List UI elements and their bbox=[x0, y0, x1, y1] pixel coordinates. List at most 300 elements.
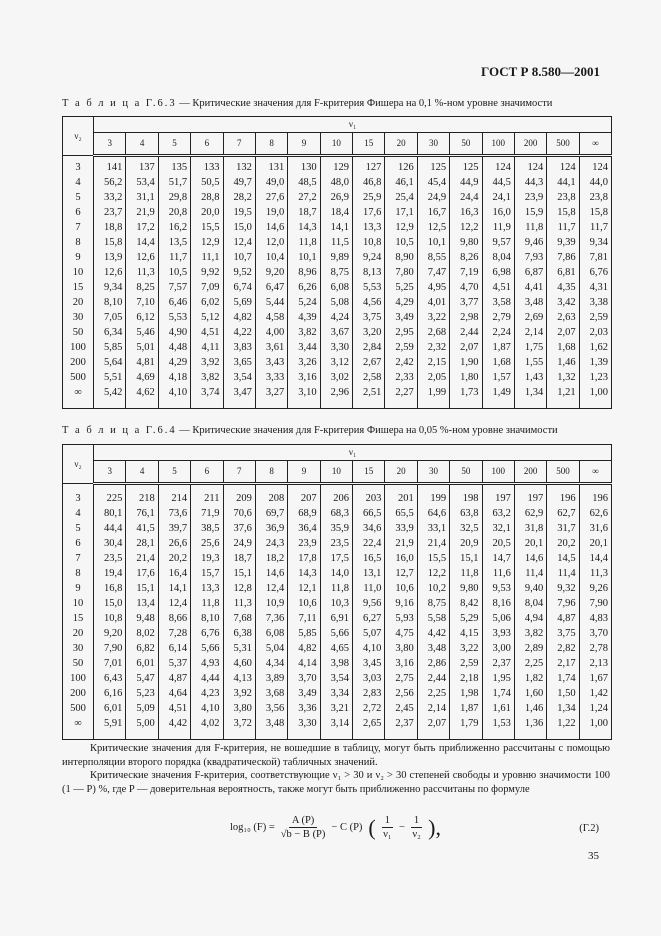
table-row bbox=[63, 280, 612, 295]
table-cell: 125 bbox=[417, 156, 449, 176]
table-cell: 6,43 bbox=[94, 671, 126, 686]
table-cell: 53,4 bbox=[126, 175, 158, 190]
table-cell: 124 bbox=[514, 156, 546, 176]
table-cell: 4,51 bbox=[191, 325, 223, 340]
table-cell: 6,98 bbox=[482, 265, 514, 280]
table-cell: 5,23 bbox=[126, 686, 158, 701]
table-cell: 211 bbox=[191, 484, 223, 507]
table-cell: 2,78 bbox=[579, 641, 611, 656]
table-cell: 16,4 bbox=[158, 566, 190, 581]
table-cell: 4,87 bbox=[158, 671, 190, 686]
table-cell: 2,07 bbox=[547, 325, 579, 340]
table-cell: 11,8 bbox=[320, 581, 352, 596]
table-cell: 2,14 bbox=[417, 701, 449, 716]
formula-fraction-1 bbox=[382, 814, 393, 841]
table-row bbox=[63, 536, 612, 551]
column-number-row bbox=[63, 133, 612, 156]
table-cell: 4,82 bbox=[223, 310, 255, 325]
table-cell: 2,03 bbox=[579, 325, 611, 340]
column-header: 20 bbox=[385, 461, 417, 484]
table1-caption bbox=[62, 97, 552, 110]
row-label: 50 bbox=[63, 656, 94, 671]
table-cell: 2,07 bbox=[417, 716, 449, 740]
table-cell: 21,4 bbox=[417, 536, 449, 551]
table-cell: 36,4 bbox=[288, 521, 320, 536]
table-cell: 6,26 bbox=[288, 280, 320, 295]
table-row bbox=[63, 220, 612, 235]
table-cell: 6,01 bbox=[94, 701, 126, 716]
table-cell: 13,1 bbox=[353, 566, 385, 581]
table-cell: 1,80 bbox=[450, 370, 482, 385]
table-cell: 15,0 bbox=[94, 596, 126, 611]
table-cell: 63,2 bbox=[482, 506, 514, 521]
table-cell: 4,01 bbox=[417, 295, 449, 310]
table-cell: 3,33 bbox=[255, 370, 287, 385]
table-row bbox=[63, 265, 612, 280]
row-label: 20 bbox=[63, 295, 94, 310]
table-cell: 3,93 bbox=[482, 626, 514, 641]
table-row bbox=[63, 205, 612, 220]
row-label: 500 bbox=[63, 370, 94, 385]
table-row bbox=[63, 235, 612, 250]
table-cell: 6,16 bbox=[94, 686, 126, 701]
table-cell: 4,56 bbox=[353, 295, 385, 310]
table-cell: 3,92 bbox=[223, 686, 255, 701]
table-cell: 44,3 bbox=[514, 175, 546, 190]
table-cell: 206 bbox=[320, 484, 352, 507]
table-row bbox=[63, 611, 612, 626]
row-label: 9 bbox=[63, 581, 94, 596]
table-cell: 5,93 bbox=[385, 611, 417, 626]
table-cell: 9,39 bbox=[547, 235, 579, 250]
table-cell: 6,82 bbox=[126, 641, 158, 656]
table-cell: 24,4 bbox=[450, 190, 482, 205]
table-cell: 2,45 bbox=[385, 701, 417, 716]
table-cell: 3,43 bbox=[255, 355, 287, 370]
table-cell: 3,48 bbox=[255, 716, 287, 740]
table-cell: 9,52 bbox=[223, 265, 255, 280]
column-header: 10 bbox=[320, 461, 352, 484]
table-cell: 5,12 bbox=[191, 310, 223, 325]
table-row bbox=[63, 355, 612, 370]
table-cell: 15,1 bbox=[450, 551, 482, 566]
table-cell: 131 bbox=[255, 156, 287, 176]
table-cell: 5,85 bbox=[94, 340, 126, 355]
table-cell: 20,1 bbox=[579, 536, 611, 551]
table-cell: 16,2 bbox=[158, 220, 190, 235]
table-cell: 5,06 bbox=[482, 611, 514, 626]
table-cell: 196 bbox=[579, 484, 611, 507]
table-cell: 36,9 bbox=[255, 521, 287, 536]
table-cell: 12,2 bbox=[417, 566, 449, 581]
table-cell: 2,58 bbox=[353, 370, 385, 385]
row-label: 500 bbox=[63, 701, 94, 716]
table-cell: 17,6 bbox=[126, 566, 158, 581]
table-cell: 7,28 bbox=[158, 626, 190, 641]
table-cell: 10,8 bbox=[353, 235, 385, 250]
row-label: 30 bbox=[63, 310, 94, 325]
table-cell: 5,66 bbox=[320, 626, 352, 641]
table-cell: 10,3 bbox=[320, 596, 352, 611]
table-cell: 9,48 bbox=[126, 611, 158, 626]
v2-header: ν₂ bbox=[63, 445, 94, 484]
column-number-row bbox=[63, 461, 612, 484]
table-cell: 3,27 bbox=[255, 385, 287, 409]
table-cell: 10,5 bbox=[385, 235, 417, 250]
table-cell: 4,35 bbox=[547, 280, 579, 295]
table-cell: 7,68 bbox=[223, 611, 255, 626]
column-header: 8 bbox=[255, 133, 287, 156]
table-cell: 9,92 bbox=[191, 265, 223, 280]
table-cell: 1,24 bbox=[579, 701, 611, 716]
table-cell: 21,9 bbox=[126, 205, 158, 220]
table-cell: 4,14 bbox=[288, 656, 320, 671]
table-cell: 49,0 bbox=[255, 175, 287, 190]
table-row bbox=[63, 175, 612, 190]
table-cell: 1,00 bbox=[579, 385, 611, 409]
table2 bbox=[62, 444, 612, 740]
table-cell: 2,59 bbox=[579, 310, 611, 325]
paragraph-interpolation: Критические значения для F-критерия, не вошедшие в таблицу, могут быть приближенно рассчитаны с помощью интерполяции второго порядка (квадратической) табличных значений. bbox=[62, 743, 610, 768]
table-cell: 15,1 bbox=[223, 566, 255, 581]
table-cell: 2,98 bbox=[450, 310, 482, 325]
table-cell: 10,4 bbox=[255, 250, 287, 265]
table-cell: 1,36 bbox=[514, 716, 546, 740]
table-cell: 23,8 bbox=[579, 190, 611, 205]
row-label: 5 bbox=[63, 190, 94, 205]
table-cell: 9,26 bbox=[579, 581, 611, 596]
table-cell: 31,1 bbox=[126, 190, 158, 205]
table-cell: 9,34 bbox=[94, 280, 126, 295]
table-cell: 1,95 bbox=[482, 671, 514, 686]
formula-numerator: A (P) bbox=[289, 814, 317, 828]
table-cell: 5,47 bbox=[126, 671, 158, 686]
table-cell: 19,5 bbox=[223, 205, 255, 220]
table-cell: 3,30 bbox=[320, 340, 352, 355]
table-cell: 7,09 bbox=[191, 280, 223, 295]
table-cell: 5,64 bbox=[94, 355, 126, 370]
table-cell: 203 bbox=[353, 484, 385, 507]
row-label: 15 bbox=[63, 611, 94, 626]
table-cell: 7,93 bbox=[514, 250, 546, 265]
equation-number: (Г.2) bbox=[579, 823, 599, 834]
table-cell: 124 bbox=[482, 156, 514, 176]
table-cell: 8,16 bbox=[482, 596, 514, 611]
table-cell: 12,8 bbox=[223, 581, 255, 596]
table-cell: 26,6 bbox=[158, 536, 190, 551]
table-cell: 33,2 bbox=[94, 190, 126, 205]
table-body bbox=[63, 156, 612, 409]
row-label: 200 bbox=[63, 686, 94, 701]
table-cell: 4,75 bbox=[385, 626, 417, 641]
table-cell: 23,7 bbox=[94, 205, 126, 220]
table-cell: 7,47 bbox=[417, 265, 449, 280]
column-header: 7 bbox=[223, 461, 255, 484]
table-row bbox=[63, 551, 612, 566]
table1-caption-text: — Критические значения для F-критерия Фишера на 0,1 %-ном уровне значимости bbox=[176, 98, 553, 109]
table-cell: 21,9 bbox=[385, 536, 417, 551]
table-cell: 3,42 bbox=[547, 295, 579, 310]
table-cell: 2,89 bbox=[514, 641, 546, 656]
formula-c-term: − C (P) bbox=[331, 822, 363, 833]
table-cell: 46,8 bbox=[353, 175, 385, 190]
table-cell: 12,1 bbox=[288, 581, 320, 596]
table-cell: 23,9 bbox=[288, 536, 320, 551]
table-cell: 197 bbox=[514, 484, 546, 507]
table-cell: 11,7 bbox=[547, 220, 579, 235]
row-label: 30 bbox=[63, 641, 94, 656]
table-cell: 3,68 bbox=[255, 686, 287, 701]
table-cell: 2,13 bbox=[579, 656, 611, 671]
table-body bbox=[63, 484, 612, 740]
table-cell: 2,82 bbox=[547, 641, 579, 656]
table-cell: 4,29 bbox=[385, 295, 417, 310]
table-cell: 4,34 bbox=[255, 656, 287, 671]
table-cell: 12,6 bbox=[94, 265, 126, 280]
table-cell: 1,61 bbox=[482, 701, 514, 716]
table-cell: 1,50 bbox=[547, 686, 579, 701]
table-cell: 1,87 bbox=[450, 701, 482, 716]
table-cell: 7,10 bbox=[126, 295, 158, 310]
table-cell: 2,15 bbox=[417, 355, 449, 370]
table-cell: 12,4 bbox=[158, 596, 190, 611]
table-cell: 3,77 bbox=[450, 295, 482, 310]
table-cell: 25,6 bbox=[191, 536, 223, 551]
table-cell: 1,67 bbox=[579, 671, 611, 686]
table-cell: 3,70 bbox=[288, 671, 320, 686]
table-cell: 18,4 bbox=[320, 205, 352, 220]
formula-fraction-2 bbox=[411, 814, 422, 841]
table-cell: 4,44 bbox=[191, 671, 223, 686]
table-cell: 3,75 bbox=[353, 310, 385, 325]
table-cell: 5,04 bbox=[255, 641, 287, 656]
table-cell: 5,69 bbox=[223, 295, 255, 310]
table-cell: 4,64 bbox=[158, 686, 190, 701]
table-cell: 4,39 bbox=[288, 310, 320, 325]
table-cell: 6,74 bbox=[223, 280, 255, 295]
page-number: 35 bbox=[588, 850, 599, 862]
table-cell: 11,3 bbox=[579, 566, 611, 581]
table-cell: 9,80 bbox=[450, 235, 482, 250]
table-cell: 3,75 bbox=[547, 626, 579, 641]
table-row bbox=[63, 581, 612, 596]
table-row bbox=[63, 686, 612, 701]
table-cell: 6,14 bbox=[158, 641, 190, 656]
table-cell: 29,8 bbox=[158, 190, 190, 205]
table-cell: 2,84 bbox=[353, 340, 385, 355]
table-cell: 9,53 bbox=[482, 581, 514, 596]
table-cell: 4,51 bbox=[482, 280, 514, 295]
table-cell: 1,39 bbox=[579, 355, 611, 370]
column-header: 4 bbox=[126, 461, 158, 484]
table-cell: 6,08 bbox=[320, 280, 352, 295]
table-cell: 3,48 bbox=[514, 295, 546, 310]
formula-f1-num: 1 bbox=[382, 814, 393, 828]
column-header: 500 bbox=[547, 461, 579, 484]
table-cell: 15,7 bbox=[191, 566, 223, 581]
table-cell: 2,27 bbox=[385, 385, 417, 409]
table-cell: 10,1 bbox=[417, 235, 449, 250]
table-cell: 23,8 bbox=[547, 190, 579, 205]
table-cell: 3,22 bbox=[417, 310, 449, 325]
table-cell: 45,4 bbox=[417, 175, 449, 190]
table-cell: 5,91 bbox=[94, 716, 126, 740]
table-cell: 135 bbox=[158, 156, 190, 176]
table-cell: 4,48 bbox=[158, 340, 190, 355]
table-cell: 8,10 bbox=[94, 295, 126, 310]
column-header: 6 bbox=[191, 461, 223, 484]
table-cell: 8,04 bbox=[514, 596, 546, 611]
table-cell: 15,8 bbox=[547, 205, 579, 220]
table-cell: 11,8 bbox=[514, 220, 546, 235]
table-cell: 5,00 bbox=[126, 716, 158, 740]
table-cell: 198 bbox=[450, 484, 482, 507]
table-cell: 66,5 bbox=[353, 506, 385, 521]
table-cell: 5,31 bbox=[223, 641, 255, 656]
table-cell: 7,90 bbox=[94, 641, 126, 656]
table-cell: 32,1 bbox=[482, 521, 514, 536]
table-cell: 1,99 bbox=[417, 385, 449, 409]
formula-minus: − bbox=[399, 822, 405, 833]
row-label: 50 bbox=[63, 325, 94, 340]
column-header: 9 bbox=[288, 461, 320, 484]
table-cell: 62,9 bbox=[514, 506, 546, 521]
table-cell: 2,95 bbox=[385, 325, 417, 340]
table-cell: 6,87 bbox=[514, 265, 546, 280]
table-cell: 7,90 bbox=[579, 596, 611, 611]
header-row bbox=[63, 445, 612, 461]
table-cell: 3,49 bbox=[385, 310, 417, 325]
table-cell: 3,22 bbox=[450, 641, 482, 656]
table-cell: 15,1 bbox=[126, 581, 158, 596]
table-cell: 1,98 bbox=[450, 686, 482, 701]
table-cell: 2,65 bbox=[353, 716, 385, 740]
table-cell: 7,96 bbox=[547, 596, 579, 611]
table-cell: 1,74 bbox=[482, 686, 514, 701]
table-cell: 4,41 bbox=[514, 280, 546, 295]
table-cell: 2,69 bbox=[514, 310, 546, 325]
column-header: 20 bbox=[385, 133, 417, 156]
column-header: 5 bbox=[158, 461, 190, 484]
text-body bbox=[62, 742, 610, 796]
table-cell: 1,46 bbox=[514, 701, 546, 716]
table-cell: 17,6 bbox=[353, 205, 385, 220]
table-cell: 63,8 bbox=[450, 506, 482, 521]
table-cell: 13,4 bbox=[126, 596, 158, 611]
table-cell: 4,95 bbox=[417, 280, 449, 295]
table-cell: 9,57 bbox=[482, 235, 514, 250]
table-cell: 34,6 bbox=[353, 521, 385, 536]
table-cell: 4,24 bbox=[320, 310, 352, 325]
row-label: 6 bbox=[63, 205, 94, 220]
table-cell: 4,87 bbox=[547, 611, 579, 626]
table-cell: 17,1 bbox=[385, 205, 417, 220]
table-cell: 214 bbox=[158, 484, 190, 507]
table2-caption bbox=[62, 424, 558, 437]
table-cell: 13,9 bbox=[94, 250, 126, 265]
table-cell: 27,2 bbox=[288, 190, 320, 205]
table-cell: 7,86 bbox=[547, 250, 579, 265]
table-cell: 133 bbox=[191, 156, 223, 176]
table-cell: 5,24 bbox=[288, 295, 320, 310]
table-cell: 4,69 bbox=[126, 370, 158, 385]
table-cell: 9,32 bbox=[547, 581, 579, 596]
table-cell: 2,37 bbox=[385, 716, 417, 740]
table-cell: 137 bbox=[126, 156, 158, 176]
table-cell: 1,32 bbox=[547, 370, 579, 385]
table-cell: 1,62 bbox=[579, 340, 611, 355]
table-cell: 12,7 bbox=[385, 566, 417, 581]
table-cell: 2,86 bbox=[417, 656, 449, 671]
table-row bbox=[63, 626, 612, 641]
table-cell: 18,7 bbox=[223, 551, 255, 566]
table-cell: 1,68 bbox=[547, 340, 579, 355]
table-cell: 71,9 bbox=[191, 506, 223, 521]
table-cell: 23,5 bbox=[320, 536, 352, 551]
table-cell: 9,89 bbox=[320, 250, 352, 265]
table-cell: 4,10 bbox=[191, 701, 223, 716]
table-cell: 14,1 bbox=[158, 581, 190, 596]
table-cell: 3,02 bbox=[320, 370, 352, 385]
table-cell: 1,23 bbox=[579, 370, 611, 385]
table-cell: 14,1 bbox=[320, 220, 352, 235]
table-row bbox=[63, 370, 612, 385]
table-cell: 14,7 bbox=[482, 551, 514, 566]
table-cell: 201 bbox=[385, 484, 417, 507]
table-cell: 11,8 bbox=[450, 566, 482, 581]
table-cell: 1,90 bbox=[450, 355, 482, 370]
table-cell: 23,5 bbox=[94, 551, 126, 566]
table-row bbox=[63, 385, 612, 409]
table-cell: 3,54 bbox=[223, 370, 255, 385]
table-cell: 8,02 bbox=[126, 626, 158, 641]
table-cell: 4,83 bbox=[579, 611, 611, 626]
table-row bbox=[63, 656, 612, 671]
column-header: 500 bbox=[547, 133, 579, 156]
table-cell: 3,89 bbox=[255, 671, 287, 686]
column-header: 5 bbox=[158, 133, 190, 156]
table-row bbox=[63, 566, 612, 581]
table-cell: 68,9 bbox=[288, 506, 320, 521]
table-cell: 35,9 bbox=[320, 521, 352, 536]
row-label: 100 bbox=[63, 671, 94, 686]
table-cell: 5,85 bbox=[288, 626, 320, 641]
table-cell: 1,22 bbox=[547, 716, 579, 740]
table-cell: 26,9 bbox=[320, 190, 352, 205]
v2-header: ν₂ bbox=[63, 117, 94, 156]
table-cell: 2,59 bbox=[385, 340, 417, 355]
table-cell: 11,0 bbox=[353, 581, 385, 596]
column-header: 15 bbox=[353, 133, 385, 156]
table-cell: 14,6 bbox=[514, 551, 546, 566]
table-cell: 1,87 bbox=[482, 340, 514, 355]
table-cell: 2,32 bbox=[417, 340, 449, 355]
table-cell: 2,63 bbox=[547, 310, 579, 325]
table-cell: 3,47 bbox=[223, 385, 255, 409]
table-cell: 16,5 bbox=[353, 551, 385, 566]
table-cell: 3,98 bbox=[320, 656, 352, 671]
table-cell: 2,24 bbox=[482, 325, 514, 340]
table-cell: 209 bbox=[223, 484, 255, 507]
table-cell: 1,79 bbox=[450, 716, 482, 740]
table-row bbox=[63, 484, 612, 507]
table-cell: 10,2 bbox=[417, 581, 449, 596]
table-cell: 5,37 bbox=[158, 656, 190, 671]
table-cell: 9,20 bbox=[255, 265, 287, 280]
table-cell: 2,59 bbox=[450, 656, 482, 671]
column-header: 4 bbox=[126, 133, 158, 156]
table-cell: 23,9 bbox=[514, 190, 546, 205]
